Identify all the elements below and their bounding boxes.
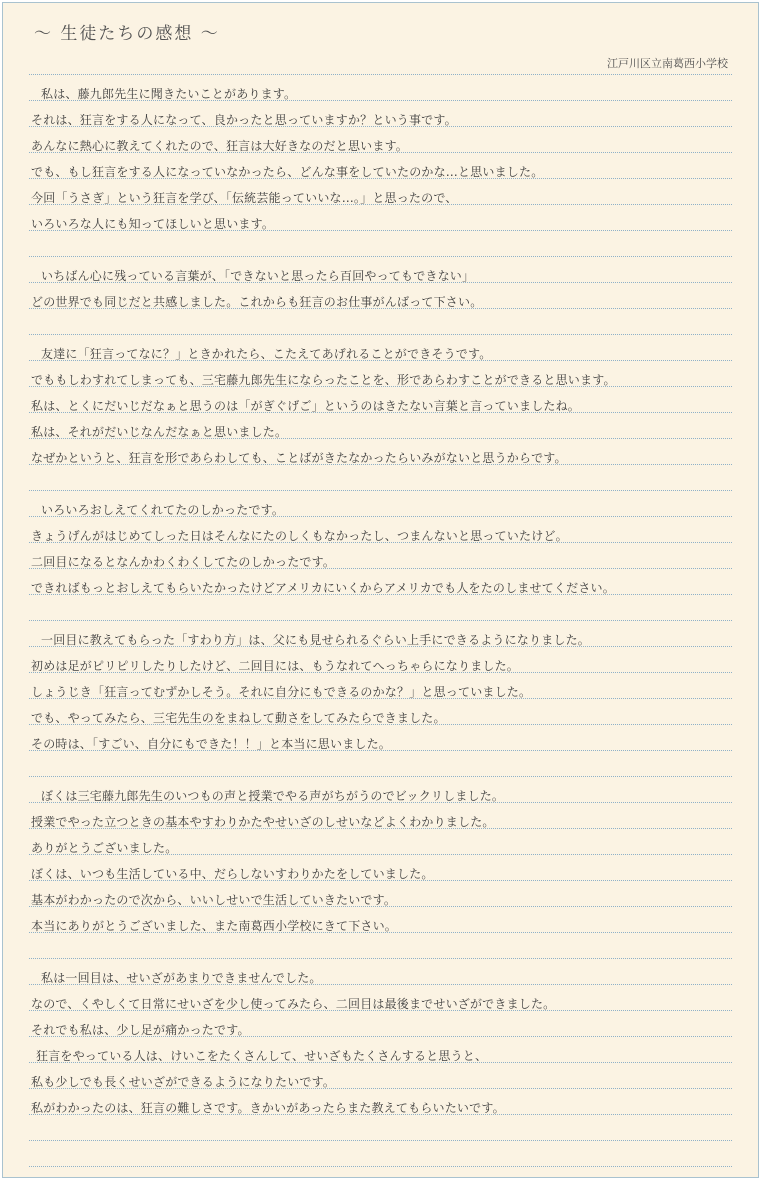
paragraph-line: でももしわすれてしまっても、三宅藤九郎先生にならったことを、形であらわすことができると思います。 (31, 373, 616, 387)
paragraph-line: なぜかというと、狂言を形であらわしても、ことばがきたなかったらいみがないと思うからです。 (31, 451, 567, 465)
paragraph-first-line: 友達に「狂言ってなに？」ときかれたら、こたえてあげれることができそうです。 (41, 347, 492, 361)
paragraph-line: 私も少しでも長くせいざができるようになりたいです。 (31, 1075, 336, 1089)
paragraph-line: 二回目になるとなんかわくわくしてたのしかったです。 (31, 555, 336, 569)
paragraph-line: それは、狂言をする人になって、良かったと思っていますか？という事です。 (31, 113, 457, 127)
paragraph-line: しょうじき「狂言ってむずかしそう。それに自分にもできるのかな？」と思っていました。 (31, 685, 532, 699)
paragraph-line: 授業でやった立つときの基本やすわりかたやせいざのしせいなどよくわかりました。 (31, 815, 495, 829)
paragraph-line: 私は、それがだいじなんだなぁと思いました。 (31, 425, 288, 439)
ruled-line (29, 958, 732, 959)
paragraph-line: 本当にありがとうございました、また南葛西小学校にきて下さい。 (31, 919, 398, 933)
paragraph-line: その時は、「すごい、自分にもできた！！」と本当に思いました。 (31, 737, 392, 751)
paragraph-line: 初めは足がピリピリしたりしたけど、二回目には、もうなれてへっちゃらになりました。 (31, 659, 520, 673)
ruled-line (29, 490, 732, 491)
paragraph-line: 私がわかったのは、狂言の難しさです。きかいがあったらまた教えてもらいたいです。 (31, 1101, 505, 1115)
paragraph-first-line: いろいろおしえてくれてたのしかったです。 (41, 503, 285, 517)
paragraph-first-line: 一回目に教えてもらった「すわり方」は、父にも見せられるぐらい上手にできるようになりました。 (41, 633, 591, 647)
ruled-line (29, 256, 732, 257)
page-title: ～ 生徒たちの感想 ～ (34, 24, 220, 44)
paragraph-line: 今回「うさぎ」という狂言を学び、「伝統芸能っていいな…。」と思ったので、 (31, 191, 458, 205)
paragraph-line: 基本がわかったので次から、いいしせいで生活していきたいです。 (31, 893, 397, 907)
paragraph-line: でも、やってみたら、三宅先生のをまねして動さをしてみたらできました。 (31, 711, 446, 725)
paragraph-first-line: 私は一回目は、せいざがあまりできませんでした。 (41, 971, 322, 985)
paragraph-line: それでも私は、少し足が痛かったです。 (31, 1023, 250, 1037)
ruled-line (29, 74, 732, 75)
ruled-line (29, 1166, 732, 1167)
paragraph-line: あんなに熱心に教えてくれたので、狂言は大好きなのだと思います。 (31, 139, 409, 153)
essay-sheet (2, 2, 759, 1178)
school-name: 江戸川区立南葛西小学校 (607, 57, 728, 70)
paragraph-line: 私は、とくにだいじだなぁと思うのは「がぎぐげご」というのはきたない言葉と言っていましたね。 (31, 399, 581, 413)
paragraph-line: なので、くやしくて日常にせいざを少し使ってみたら、二回目は最後までせいざができました。 (31, 997, 556, 1011)
paragraph-line: ぼくは、いつも生活している中、だらしないすわりかたをしていました。 (31, 867, 434, 881)
paragraph-line: ありがとうございました。 (31, 841, 178, 855)
ruled-line (29, 776, 732, 777)
paragraph-line: できればもっとおしえてもらいたかったけどアメリカにいくからアメリカでも人をたのしませてください。 (31, 581, 615, 595)
paragraph-line: いろいろな人にも知ってほしいと思います。 (31, 217, 275, 231)
paragraph-first-line: いちばん心に残っている言葉が、「できないと思ったら百回やってもできない」 (41, 269, 475, 283)
paragraph-line: でも、もし狂言をする人になっていなかったら、どんな事をしていたのかな…と思いました。 (31, 165, 544, 179)
paragraph-line: きょうげんがはじめてしった日はそんなにたのしくもなかったし、つまんないと思っていたけど。 (31, 529, 568, 543)
paragraph-first-line: ぼくは三宅藤九郎先生のいつもの声と授業でやる声がちがうのでビックリしました。 (41, 789, 505, 803)
paragraph-first-line: 私は、藤九郎先生に聞きたいことがあります。 (41, 87, 297, 101)
paragraph-line: 狂言をやっている人は、けいこをたくさんして、せいざもたくさんすると思うと、 (36, 1049, 488, 1063)
paragraph-line: どの世界でも同じだと共感しました。これからも狂言のお仕事がんばって下さい。 (31, 295, 483, 309)
ruled-line (29, 1140, 732, 1141)
ruled-line (29, 620, 732, 621)
ruled-line (29, 334, 732, 335)
